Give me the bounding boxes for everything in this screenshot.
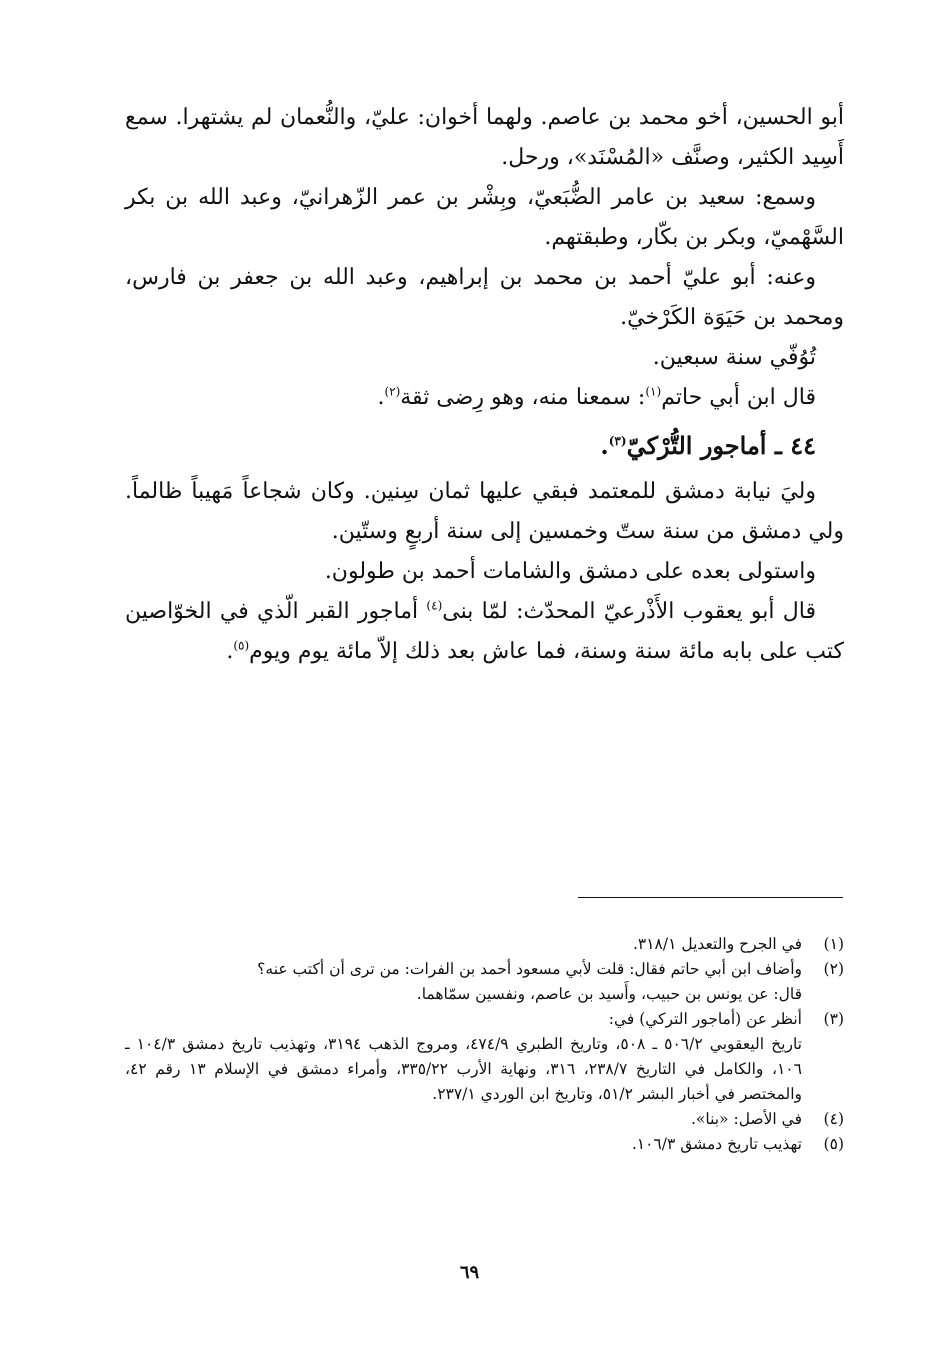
footnote-3 [125,1007,844,1107]
main-text [125,98,844,672]
footnote-body [125,1107,802,1132]
footnote-number: (٥) [823,1135,844,1153]
footnote-line: أنظر عن (أماجور التركي) في: [608,1010,802,1028]
footnote-number: (٤) [823,1110,844,1128]
footnote-1 [125,932,844,957]
page-number: ٦٩ [459,1262,480,1283]
footnote-2 [125,957,844,1007]
paragraph-8-text-b: أماجور القبر الّذي في الخوّاصين كتب على بابه مائة سنة وسنة، فما عاش بعد ذلك إلاّ مائة يوم ويوم [125,599,844,664]
paragraph-6: وليَ نيابة دمشق للمعتمد فبقي عليها ثمان سِنين. وكان شجاعاً مَهيباً ظالماً. ولي دمشق من سنة ستّ وخمسين إلى سنة أربعٍ وستّين. [125,479,844,544]
footnote-divider [578,897,843,898]
paragraph-3: وعنه: أبو عليّ أحمد بن محمد بن إبراهيم، وعبد الله بن جعفر بن فارس، ومحمد بن حَيَوَة الكَرْخيّ. [125,265,844,330]
footnote-4 [125,1107,844,1132]
footnote-number: (٢) [823,960,844,978]
paragraph-2: وسمع: سعيد بن عامر الضُّبَعيّ، وبِشْر بن عمر الزّهرانيّ، وعبد الله بن بكر السَّهْميّ، وبكر بن بكّار، وطبقتهم. [125,185,844,250]
paragraph-5-text-c: . [377,385,385,410]
paragraph-1: أبو الحسين، أخو محمد بن عاصم. ولهما أخوان: عليّ، والنُّعمان لم يشتهرا. سمع أَسِيد الكثير، وصنَّف «المُسْنَد»، ورحل. [125,105,844,170]
footnote-body [125,1132,802,1157]
footnote-ref-3[interactable]: (٣) [608,434,627,448]
entry-heading-text: ٤٤ ـ أماجور التُّرْكيّ [626,431,816,460]
footnote-number: (١) [823,935,844,953]
footnote-ref-5[interactable]: (٥) [233,638,250,653]
entry-heading [125,426,844,466]
entry-heading-end: . [600,431,609,460]
footnote-number: (٣) [823,1010,844,1028]
footnote-ref-2[interactable]: (٢) [384,384,401,399]
footnote-line: قال: عن يونس بن حبيب، وأَسيد بن عاصم، ونفسين سمّاهما. [416,985,802,1003]
footnote-ref-4[interactable]: (٤) [426,598,443,613]
footnote-line: في الأصل: «بنا». [690,1110,802,1128]
footnote-5 [125,1132,844,1157]
paragraph-5 [125,378,844,418]
footnote-body [125,932,802,957]
paragraph-8-text-a: قال أبو يعقوب الأَذْرعيّ المحدّث: لمّا بنى [442,599,816,624]
footnote-ref-1[interactable]: (١) [645,384,662,399]
paragraph-4: تُوُفّي سنة سبعين. [652,345,816,370]
footnote-body [125,957,802,1007]
footnote-line: تهذيب تاريخ دمشق ١٠٦/٣. [631,1135,802,1153]
paragraph-7: واستولى بعده على دمشق والشامات أحمد بن طولون. [324,559,816,584]
paragraph-8 [125,592,844,672]
paragraph-5-text-a: قال ابن أبي حاتم [661,385,816,410]
footnote-line: وأضاف ابن أبي حاتم فقال: قلت لأبي مسعود أحمد بن الفرات: من ترى أن أكتب عنه؟ [257,960,802,978]
footnotes [125,932,844,1157]
paragraph-5-text-b: : سمعنا منه، وهو رِضى ثقة [400,385,646,410]
footnote-line: تاريخ اليعقوبي ٥٠٦/٢ ـ ٥٠٨، وتاريخ الطبري ٤٧٤/٩، ومروج الذهب ٣١٩٤، وتهذيب تاريخ دمشق ١٠٤/٣ ـ ١٠٦، والكامل في التاريخ ٢٣٨/٧، ٣١٦، ونهاية الأرب ٣٣٥/٢٢، وأمراء دمشق في الإسلام ١٣ رقم ٤٢، والمختصر في أخبار البشر ٥١/٢، وتاريخ ابن الوردي ٢٣٧/١. [125,1035,802,1103]
footnote-line: في الجرح والتعديل ٣١٨/١. [632,935,802,953]
footnote-body [125,1007,802,1107]
paragraph-8-text-c: . [226,639,234,664]
